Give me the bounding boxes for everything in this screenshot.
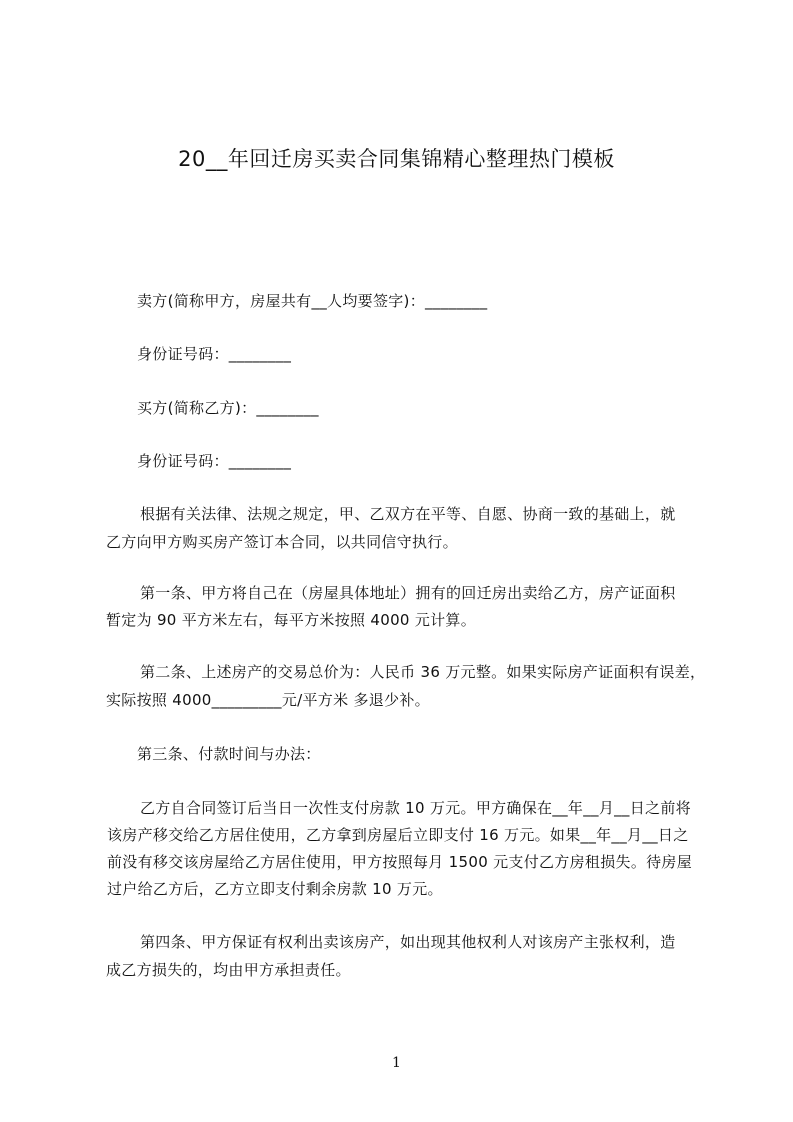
article-1-line: 暂定为 90 平方米左右，每平方米按照 4000 元计算。 (106, 611, 477, 629)
article-4-line: 第四条、甲方保证有权利出卖该房产，如出现其他权利人对该房产主张权利，造 (140, 933, 676, 951)
article-3-line: 该房产移交给乙方居住使用，乙方拿到房屋后立即支付 16 万元。如果__年__月__日之 (107, 826, 689, 844)
page-number: 1 (392, 1055, 401, 1071)
seller-field: 卖方(简称甲方，房屋共有__人均要签字)：________ (137, 292, 488, 310)
article-3-line: 前没有移交该房屋给乙方居住使用，甲方按照每月 1500 元支付乙方房租损失。待房屋 (107, 853, 693, 871)
intro-line: 乙方向甲方购买房产签订本合同，以共同信守执行。 (106, 533, 458, 551)
article-2-line: 第二条、上述房产的交易总价为：人民币 36 万元整。如果实际房产证面积有误差， (140, 663, 706, 681)
document-title: 20__年回迁房买卖合同集锦精心整理热门模板 (178, 147, 615, 171)
intro-line: 根据有关法律、法规之规定，甲、乙双方在平等、自愿、协商一致的基础上，就 (140, 505, 676, 523)
buyer-id-field: 身份证号码：________ (137, 452, 292, 470)
article-3-line: 过户给乙方后，乙方立即支付剩余房款 10 万元。 (107, 880, 443, 898)
article-2-line: 实际按照 4000_________元/平方米 多退少补。 (106, 691, 430, 709)
article-3-line: 乙方自合同签订后当日一次性支付房款 10 万元。甲方确保在__年__月__日之前将 (140, 799, 691, 817)
article-4-line: 成乙方损失的，均由甲方承担责任。 (106, 961, 351, 979)
seller-id-field: 身份证号码：________ (137, 345, 292, 363)
article-1-line: 第一条、甲方将自己在（房屋具体地址）拥有的回迁房出卖给乙方，房产证面积 (140, 584, 676, 602)
buyer-field: 买方(简称乙方)：________ (137, 399, 319, 417)
article-3-heading: 第三条、付款时间与办法： (137, 745, 321, 763)
